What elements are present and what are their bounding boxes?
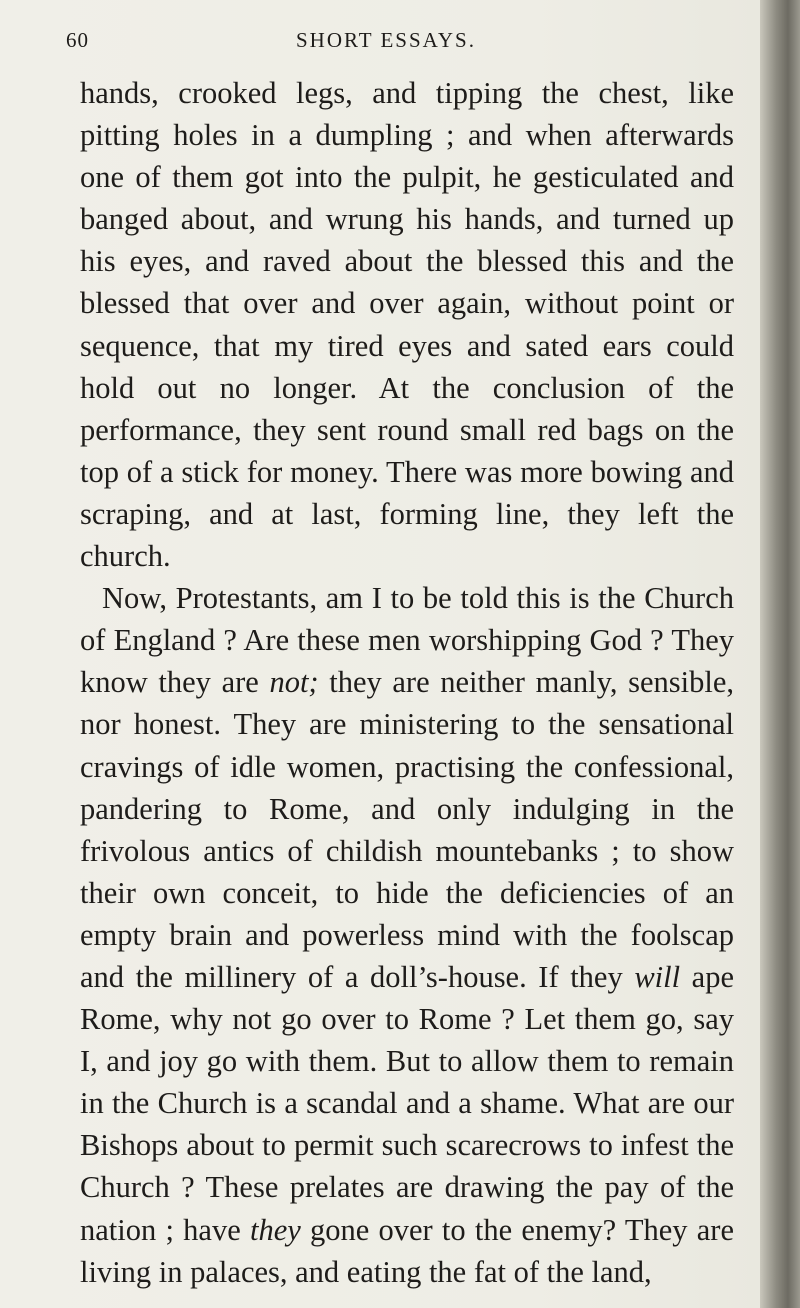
page-number: 60 (66, 28, 89, 52)
book-edge (760, 0, 800, 1308)
text-run: Now, Protestants, am I to be told this is the Church of England ? Are these men worshipping God ? They know they are (80, 581, 734, 700)
text-run: gone over to the enemy? They are living in palaces, and eating the fat of the land, (80, 1212, 734, 1289)
text-run: they are neither manly, sensible, nor honest. They are ministering to the sensational cravings of idle women, practising the confessional, pandering to Rome, and only indulging in the frivolous antics of childish mountebanks ; to show their own conceit, to hide the deficiencies of an empty brain and powerless mind with the foolscap and the millinery of a doll’s-house. If they (80, 665, 734, 994)
italic-text: will (634, 959, 681, 994)
running-title: SHORT ESSAYS. (296, 28, 476, 52)
text-run: ape Rome, why not go over to Rome ? Let them go, say I, and joy go with them. But to allow them to remain in the Church is a scandal and a shame. What are our Bishops about to permit such scarecrows to infest the Church ? These prelates are drawing the pay of the nation ; have (80, 959, 734, 1247)
italic-text: they (249, 1212, 301, 1247)
text-run: hands, crooked legs, and tipping the chest, like pitting holes in a dumpling ; and when afterwards one of them got into the pulpit, he gesticulated and banged about, and wrung his hands, and turned up his eyes, and raved about the blessed this and the blessed that over and over again, without point or sequence, that my tired eyes and sated ears could hold out no longer. At the conclusion of the performance, they sent round small red bags on the top of a stick for money. There was more bowing and scraping, and at last, forming line, they left the church. (80, 76, 734, 574)
body-text (80, 72, 734, 1293)
italic-text: not; (269, 665, 319, 700)
paragraph-1 (80, 72, 734, 577)
running-head (66, 28, 706, 56)
paragraph-2 (80, 577, 734, 1293)
